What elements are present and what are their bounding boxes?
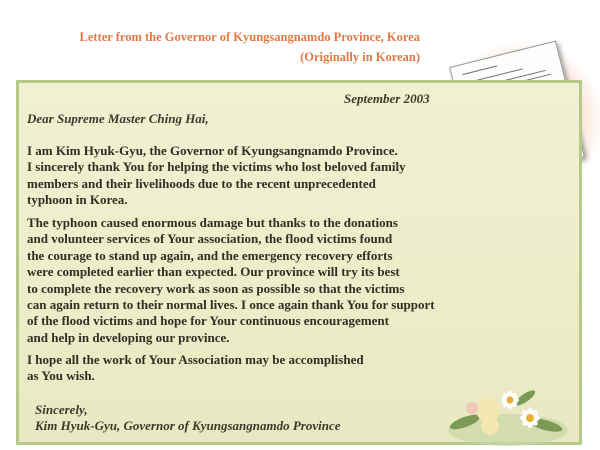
letter-closing: Sincerely, xyxy=(35,402,88,417)
letter-salutation: Dear Supreme Master Ching Hai, xyxy=(27,111,209,126)
flower-bouquet-icon xyxy=(430,370,570,448)
header-title: Letter from the Governor of Kyungsangnamdo Province, Korea xyxy=(79,30,420,44)
letter-paragraph-2: The typhoon caused enormous damage but thanks to the donations and volunteer services of Your association, the flood victims found the courage to stand up again, and the emergency recovery efforts were completed earlier than expected. Our province will try its best to complete the recovery work as soon as possible so that the victims can again return to their normal lives. I once again thank You for support of the flood victims and hope for Your continuous encouragement and help in developing our province. xyxy=(27,215,435,345)
letter-paragraph-3: I hope all the work of Your Association may be accomplished as You wish. xyxy=(27,352,364,384)
header-subtitle: (Originally in Korean) xyxy=(300,50,420,64)
letter-paragraph-1: I am Kim Hyuk-Gyu, the Governor of Kyungsangnamdo Province. I sincerely thank You for helping the victims who lost beloved family members and their livelihoods due to the recent unprecedented typhoon in Korea. xyxy=(27,143,406,208)
letter-date: September 2003 xyxy=(344,91,430,106)
letter-signature: Kim Hyuk-Gyu, Governor of Kyungsangnamdo Province xyxy=(35,418,341,433)
